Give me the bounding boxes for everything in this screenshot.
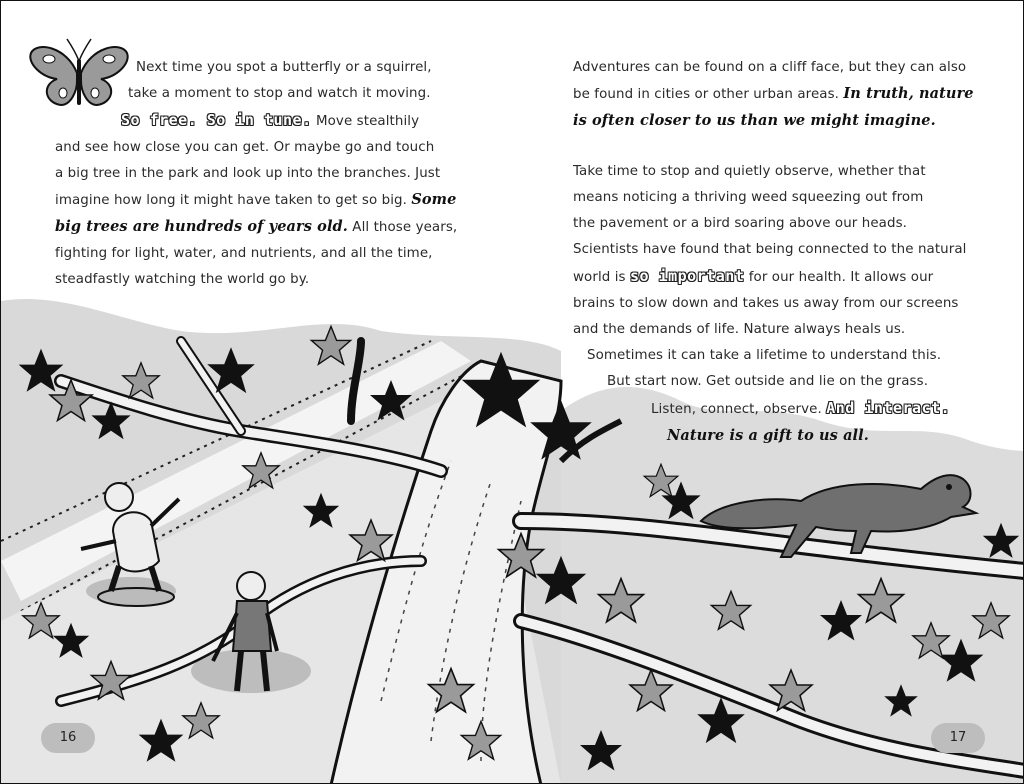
left-page <box>1 1 513 784</box>
text-run: imagine how long it might have taken to get so big. <box>55 193 412 208</box>
text-run: and see how close you can get. Or maybe go and touch <box>55 140 435 155</box>
text-run: and the demands of life. Nature always heals us. <box>573 322 906 337</box>
text-run: take a moment to stop and watch it moving. <box>128 86 431 101</box>
left-page-text <box>1 55 513 293</box>
right-page-para-2 <box>513 159 1024 450</box>
right-line-14 <box>667 423 1024 450</box>
left-line-3 <box>121 107 513 135</box>
emphasis-hand: Some <box>411 191 457 208</box>
left-line-4 <box>55 135 513 161</box>
text-run: a big tree in the park and look up into the branches. Just <box>55 166 441 181</box>
right-line-2 <box>573 81 1023 108</box>
right-line-3 <box>573 108 1023 135</box>
left-line-6 <box>55 187 513 214</box>
text-run: Move stealthily <box>311 114 420 129</box>
right-line-11 <box>587 343 1024 369</box>
text-run: Scientists have found that being connected to the natural <box>573 242 967 257</box>
right-line-12 <box>607 369 1024 395</box>
text-run: All those years, <box>347 220 458 235</box>
right-line-9 <box>573 291 1024 317</box>
text-run: for our health. It allows our <box>744 270 934 285</box>
text-run: Take time to stop and quietly observe, whether that <box>573 164 926 179</box>
right-line-5 <box>573 185 1024 211</box>
right-line-1 <box>573 55 1023 81</box>
right-line-10 <box>573 317 1024 343</box>
emphasis-outline: so important <box>629 267 745 285</box>
text-run: means noticing a thriving weed squeezing out from <box>573 190 924 205</box>
right-line-8 <box>573 263 1024 291</box>
emphasis-outline: And interact. <box>826 399 951 417</box>
page-number-right: 17 <box>949 730 967 745</box>
text-run: But start now. Get outside and lie on the grass. <box>607 374 929 389</box>
text-run: be found in cities or other urban areas. <box>573 87 844 102</box>
emphasis-hand: big trees are hundreds of years old. <box>55 218 348 235</box>
left-line-7 <box>55 214 513 241</box>
emphasis-hand: is often closer to us than we might imagine. <box>573 112 936 129</box>
emphasis-hand: In truth, nature <box>843 85 974 102</box>
text-run: Listen, connect, observe. <box>651 402 827 417</box>
text-run: the pavement or a bird soaring above our heads. <box>573 216 908 231</box>
left-line-1 <box>136 55 513 81</box>
right-line-13 <box>651 395 1024 423</box>
text-run: Adventures can be found on a cliff face, but they can also <box>573 60 967 75</box>
right-line-7 <box>573 237 1024 263</box>
emphasis-hand: Nature is a gift to us all. <box>667 427 869 444</box>
right-page-para-1 <box>573 55 1023 135</box>
page-number-left: 16 <box>59 730 77 745</box>
text-run: steadfastly watching the world go by. <box>55 272 310 287</box>
text-run: world is <box>573 270 630 285</box>
text-run: brains to slow down and takes us away from our screens <box>573 296 959 311</box>
text-run: fighting for light, water, and nutrients, and all the time, <box>55 246 433 261</box>
text-run: Next time you spot a butterfly or a squirrel, <box>136 60 432 75</box>
left-line-5 <box>55 161 513 187</box>
emphasis-outline: So free. So in tune. <box>121 111 312 129</box>
text-run: Sometimes it can take a lifetime to understand this. <box>587 348 942 363</box>
left-line-8 <box>55 241 513 267</box>
left-line-9 <box>55 267 513 293</box>
right-line-6 <box>573 211 1024 237</box>
right-line-4 <box>573 159 1024 185</box>
left-line-2 <box>128 81 513 107</box>
right-page <box>513 1 1024 784</box>
